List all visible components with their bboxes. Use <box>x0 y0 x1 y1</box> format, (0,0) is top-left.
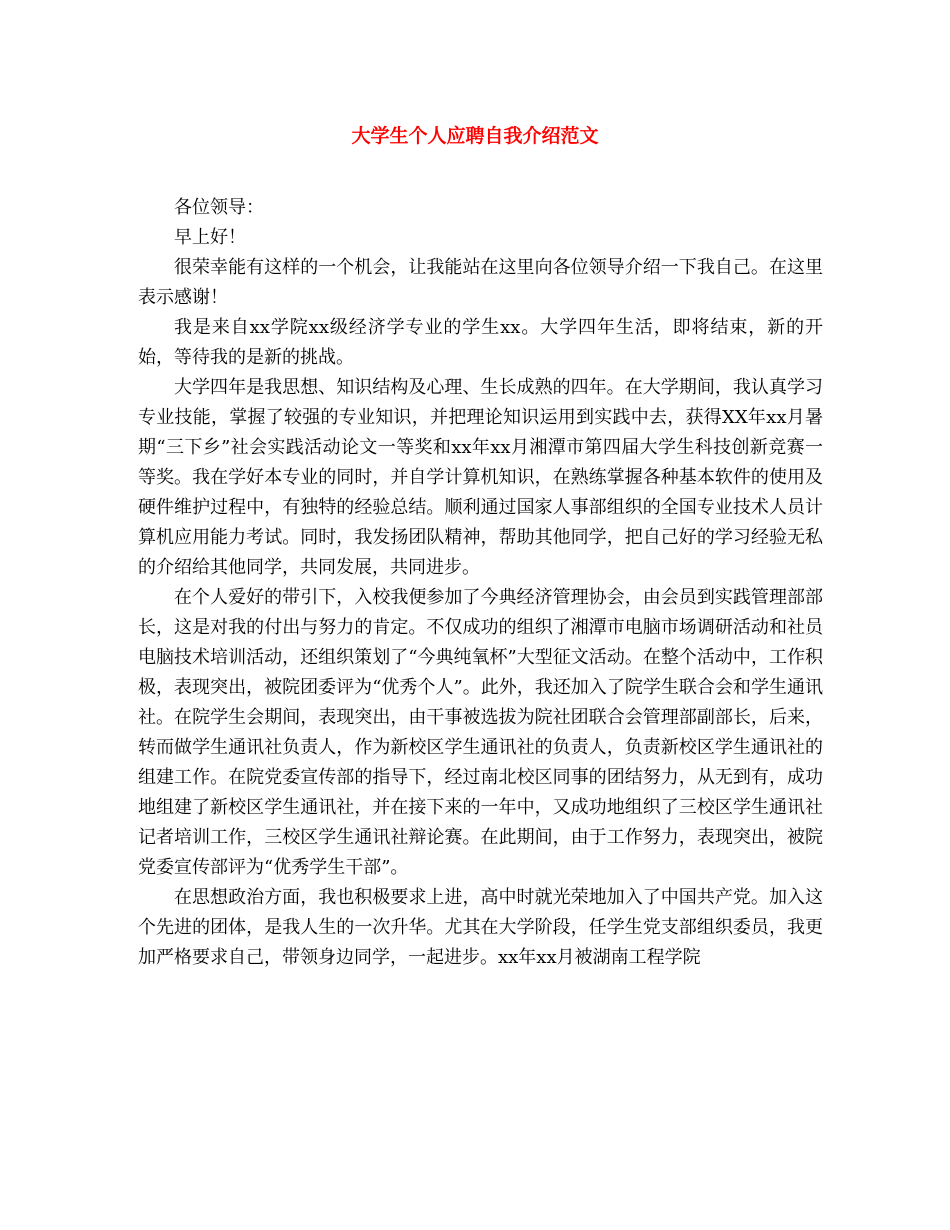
paragraph: 在个人爱好的带引下，入校我便参加了今典经济管理协会，由会员到实践管理部部长，这是对我的付出与努力的肯定。不仅成功的组织了湘潭市电脑市场调研活动和社员电脑技术培训活动，还组织策划了“今典纯氧杯”大型征文活动。在整个活动中，工作积极，表现突出，被院团委评为“优秀个人”。此外，我还加入了院学生联合会和学生通讯社。在院学生会期间，表现突出，由干事被选拔为院社团联合会管理部副部长，后来，转而做学生通讯社负责人，作为新校区学生通讯社的负责人，负责新校区学生通讯社的组建工作。在院党委宣传部的指导下，经过南北校区同事的团结努力，从无到有，成功地组建了新校区学生通讯社，并在接下来的一年中，又成功地组织了三校区学生通讯社记者培训工作，三校区学生通讯社辩论赛。在此期间，由于工作努力，表现突出，被院党委宣传部评为“优秀学生干部”。 <box>138 587 823 878</box>
paragraph: 大学四年是我思想、知识结构及心理、生长成熟的四年。在大学期间，我认真学习专业技能，掌握了较强的专业知识，并把理论知识运用到实践中去，获得XX年xx月暑期“三下乡”社会实践活动论文一等奖和xx年xx月湘潭市第四届大学生科技创新竞赛一等奖。我在学好本专业的同时，并自学计算机知识，在熟练掌握各种基本软件的使用及硬件维护过程中，有独特的经验总结。顺利通过国家人事部组织的全国专业技术人员计算机应用能力考试。同时，我发扬团队精神，帮助其他同学，把自己好的学习经验无私的介绍给其他同学，共同发展，共同进步。 <box>138 377 823 578</box>
salutation-line: 各位领导： <box>174 197 264 218</box>
document-title: 大学生个人应聘自我介绍范文 <box>351 125 599 147</box>
greeting-line: 早上好！ <box>174 227 246 248</box>
paragraph: 很荣幸能有这样的一个机会，让我能站在这里向各位领导介绍一下我自己。在这里表示感谢！ <box>138 257 823 308</box>
document-body <box>138 193 823 973</box>
paragraph: 在思想政治方面，我也积极要求上进，高中时就光荣地加入了中国共产党。加入这个先进的团体，是我人生的一次升华。尤其在大学阶段，任学生党支部组织委员，我更加严格要求自己，带领身边同学，一起进步。xx年xx月被湖南工程学院 <box>138 887 823 968</box>
paragraph: 我是来自xx学院xx级经济学专业的学生xx。大学四年生活，即将结束，新的开始，等待我的是新的挑战。 <box>138 317 823 368</box>
